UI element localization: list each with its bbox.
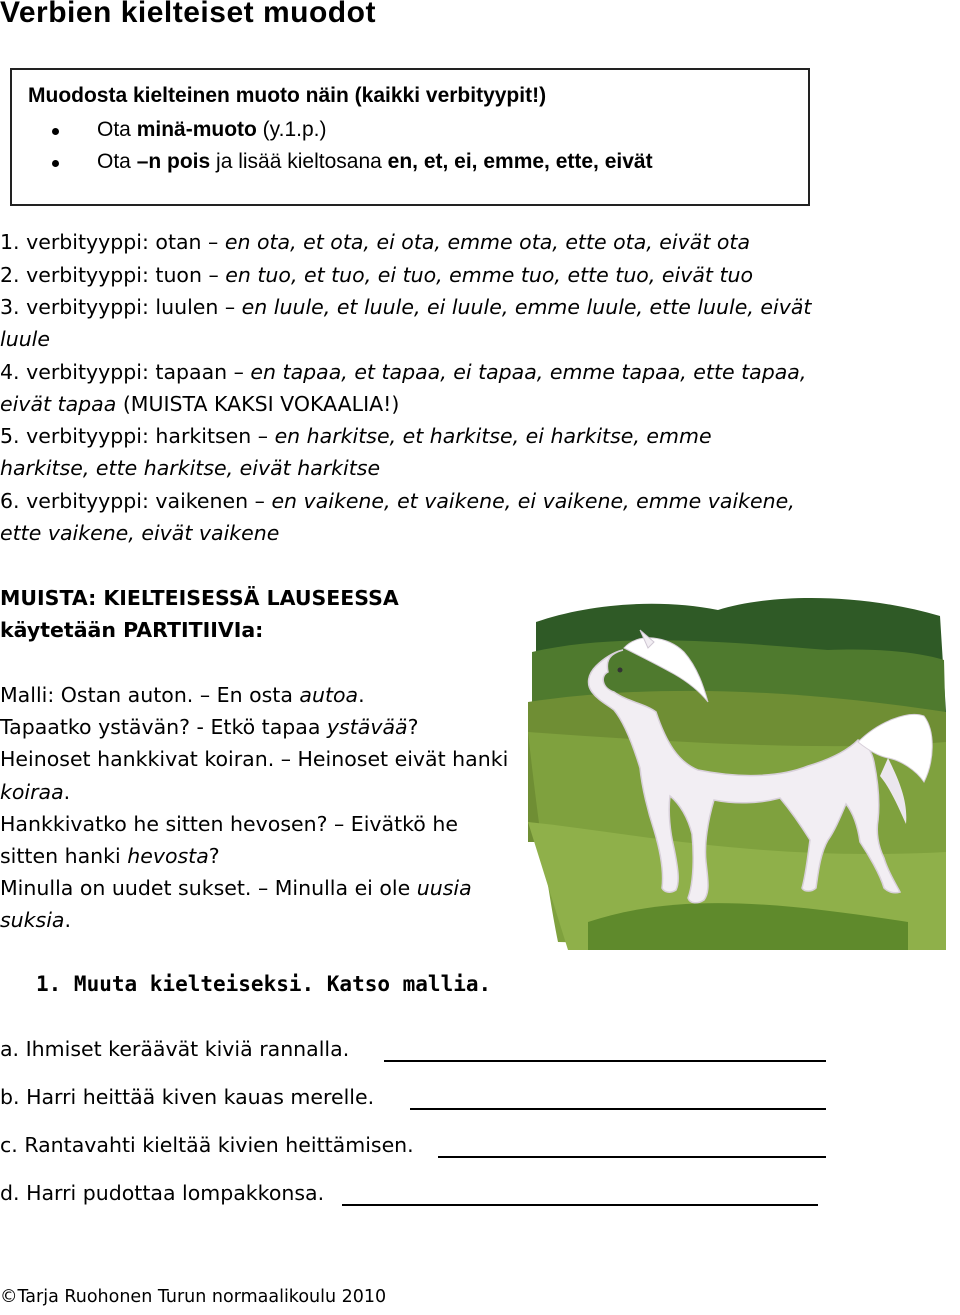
example-partitive: ystävää (326, 715, 408, 739)
item-letter: c. (0, 1133, 18, 1157)
verbtype-label: 5. verbityyppi: harkitsen – (0, 424, 275, 448)
exercise-item (0, 1181, 324, 1205)
example-text: sitten hanki (0, 844, 128, 868)
white-horse-illustration (528, 592, 948, 950)
example-partitive: uusia (416, 876, 472, 900)
verbtype-forms: en tuo, et tuo, ei tuo, emme tuo, ette tuo, eivät tuo (225, 263, 754, 287)
verbtype-6-cont (0, 521, 279, 545)
verbtype-forms: ette vaikene, eivät vaikene (0, 521, 280, 545)
verbtype-forms: en luule, et luule, ei luule, emme luule, ette luule, eivät (241, 295, 812, 319)
verbtype-forms: eivät tapaa (0, 392, 117, 416)
verbtype-forms: luule (0, 327, 50, 351)
rule-text: ja lisää kieltosana (210, 150, 388, 173)
example-punct: ? (208, 844, 220, 868)
example-partitive: autoa (299, 683, 359, 707)
verbtype-label: 4. verbityyppi: tapaan – (0, 360, 251, 384)
verbtype-3-cont (0, 327, 50, 351)
page-title: Verbien kielteiset muodot (0, 0, 376, 29)
verbtype-forms: en harkitse, et harkitse, ei harkitse, emme (274, 424, 712, 448)
example-punct: . (64, 908, 72, 932)
rule-text: Ota (97, 118, 137, 141)
verbtype-6 (0, 489, 795, 513)
verbtype-5 (0, 424, 712, 448)
verbtype-4-cont (0, 392, 399, 416)
copyright-footer: ©Tarja Ruohonen Turun normaalikoulu 2010 (0, 1287, 387, 1307)
muista-heading: MUISTA: KIELTEISESSÄ LAUSEESSA (0, 586, 399, 610)
muista-subheading: käytetään PARTITIIVIa: (0, 618, 264, 642)
verbtype-1 (0, 230, 750, 254)
verbtype-label: 6. verbityyppi: vaikenen – (0, 489, 272, 513)
example-line (0, 812, 458, 836)
example-text: Heinoset hankkivat koiran. – Heinoset eivät hanki (0, 747, 509, 771)
example-line (0, 908, 71, 932)
item-sentence: Rantavahti kieltää kivien heittämisen. (24, 1133, 414, 1157)
example-text: Minulla on uudet sukset. – Minulla ei ole (0, 876, 417, 900)
example-punct: . (358, 683, 365, 707)
example-line (0, 715, 418, 739)
bullet-icon (52, 160, 59, 167)
verbtype-2 (0, 263, 753, 287)
item-sentence: Harri heittää kiven kauas merelle. (26, 1085, 375, 1109)
exercise-item (0, 1133, 414, 1157)
answer-line-a[interactable] (384, 1060, 826, 1062)
example-line (0, 747, 508, 771)
example-text: Hankkivatko he sitten hevosen? – Eivätkö he (0, 812, 458, 836)
example-partitive: suksia (0, 908, 65, 932)
example-partitive: hevosta (127, 844, 209, 868)
example-text: Malli: Ostan auton. – En osta (0, 683, 300, 707)
exercise-heading: 1. Muuta kielteiseksi. Katso mallia. (36, 972, 492, 996)
verbtype-label: 3. verbityyppi: luulen – (0, 295, 242, 319)
rule-box (10, 68, 810, 206)
verbtype-forms: en vaikene, et vaikene, ei vaikene, emme vaikene, (271, 489, 795, 513)
item-letter: b. (0, 1085, 20, 1109)
verbtype-note: (MUISTA KAKSI VOKAALIA!) (116, 392, 400, 416)
verbtype-5-cont (0, 456, 380, 480)
verbtype-forms: harkitse, ette harkitse, eivät harkitse (0, 456, 381, 480)
example-line (0, 876, 472, 900)
example-punct: . (63, 780, 71, 804)
rule-bold: minä-muoto (136, 118, 257, 141)
exercise-item (0, 1037, 349, 1061)
example-punct: ? (407, 715, 419, 739)
verbtype-3 (0, 295, 811, 319)
rule-text: Ota (97, 150, 137, 173)
example-partitive: koiraa (0, 780, 64, 804)
rule-bold: en, et, ei, emme, ette, eivät (387, 150, 653, 173)
item-sentence: Harri pudottaa lompakkonsa. (26, 1181, 325, 1205)
verbtype-label: 1. verbityyppi: otan – (0, 230, 225, 254)
rule-text: (y.1.p.) (256, 118, 327, 141)
exercise-item (0, 1085, 374, 1109)
verbtype-4 (0, 360, 806, 384)
item-letter: a. (0, 1037, 20, 1061)
verbtype-forms: en tapaa, et tapaa, ei tapaa, emme tapaa, ette tapaa, (250, 360, 807, 384)
verbtype-label: 2. verbityyppi: tuon – (0, 263, 226, 287)
example-line (0, 844, 220, 868)
answer-line-b[interactable] (410, 1108, 826, 1110)
answer-line-c[interactable] (438, 1156, 826, 1158)
bullet-icon (52, 128, 59, 135)
rule-bold: –n pois (136, 150, 211, 173)
example-line (0, 780, 70, 804)
example-text: Tapaatko ystävän? - Etkö tapaa (0, 715, 327, 739)
example-line (0, 683, 365, 707)
answer-line-d[interactable] (342, 1204, 818, 1206)
verbtype-forms: en ota, et ota, ei ota, emme ota, ette ota, eivät ota (224, 230, 751, 254)
item-sentence: Ihmiset keräävät kiviä rannalla. (25, 1037, 350, 1061)
rule-heading: Muodosta kielteinen muoto näin (kaikki verbityypit!) (28, 84, 547, 107)
item-letter: d. (0, 1181, 20, 1205)
